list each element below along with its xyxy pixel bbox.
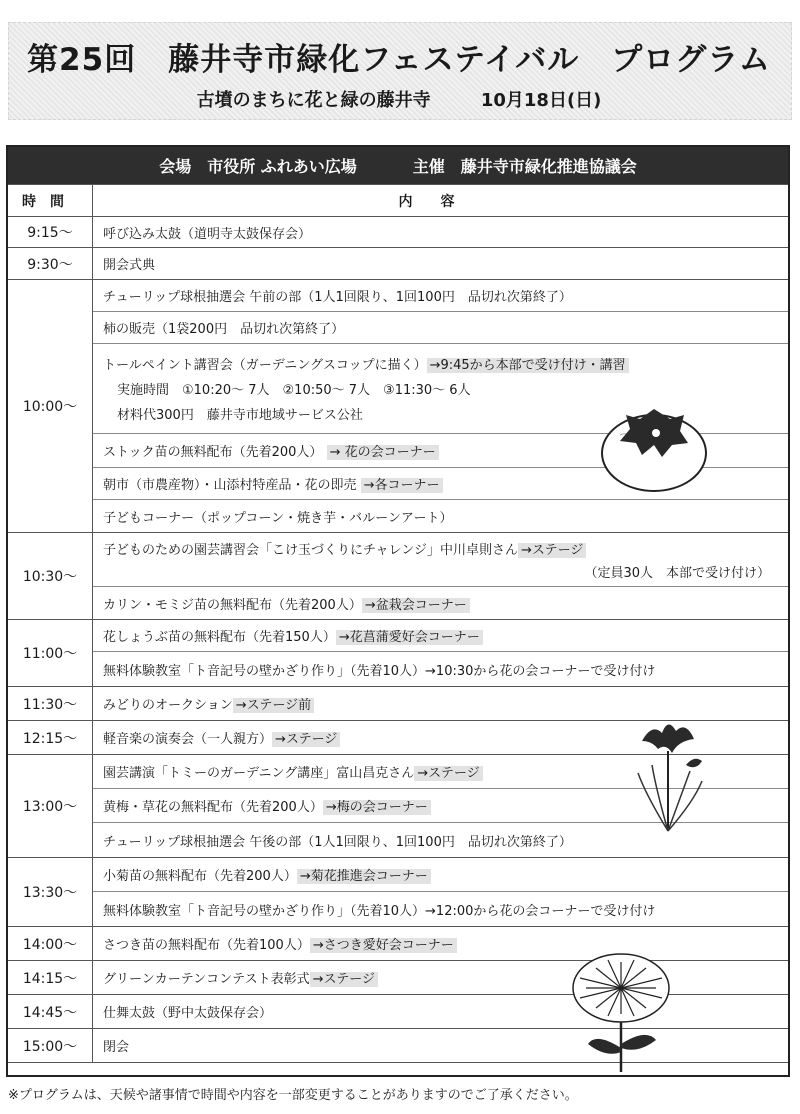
row-line: [103, 762, 483, 781]
item-text: さつき苗の無料配布（先着100人）: [103, 938, 310, 953]
venue-label: 会場 市役所 ふれあい広場: [159, 157, 357, 176]
row-line: [103, 728, 340, 747]
item-text: 子どもコーナー（ポップコーン・焼き芋・バルーンアート）: [103, 510, 453, 526]
time-cell: 10:00〜: [8, 280, 93, 532]
table-row: [93, 858, 788, 892]
item-text: みどりのオークション: [103, 698, 233, 713]
item-text: 呼び込み太鼓（道明寺太鼓保存会）: [103, 226, 312, 242]
schedule-group: [8, 248, 788, 280]
row-line: [103, 1036, 129, 1055]
row-line: [103, 441, 439, 460]
item-text: ストック苗の無料配布（先着200人）: [103, 445, 327, 460]
row-line: [103, 694, 314, 713]
item-text: 無料体験教室「ト音記号の壁かざり作り」（先着10人）→10:30から花の会コーナーで受け付け: [103, 663, 656, 679]
content-cell: [93, 961, 788, 994]
item-location: →花菖蒲愛好会コーナー: [336, 630, 483, 645]
item-text: 閉会: [103, 1040, 130, 1055]
schedule-group: [8, 533, 788, 620]
time-cell: 10:30〜: [8, 533, 93, 619]
subtitle-date: 10月18日(日): [480, 90, 602, 111]
item-detail: 材料代300円 藤井寺市地域サービス公社: [117, 408, 363, 423]
content-cell: [93, 217, 788, 247]
subtitle-theme: 古墳のまちに花と緑の藤井寺: [196, 90, 431, 111]
content-cell: [93, 927, 788, 960]
item-detail: 実施時間 ①10:20〜 7人 ②10:50〜 7人 ③11:30〜 6人: [117, 383, 471, 398]
table-row: [93, 927, 788, 960]
schedule-group: [8, 217, 788, 248]
content-cell: [93, 858, 788, 926]
table-row: [93, 995, 788, 1028]
time-cell: 12:15〜: [8, 721, 93, 754]
schedule-group: [8, 858, 788, 927]
time-cell: 14:45〜: [8, 995, 93, 1028]
row-line: [103, 968, 378, 987]
content-cell: [93, 620, 788, 686]
schedule-body: [8, 217, 788, 1063]
table-row: [93, 500, 788, 532]
time-cell: 14:00〜: [8, 927, 93, 960]
item-location: →ステージ前: [233, 698, 314, 713]
table-row: [93, 1029, 788, 1062]
info-bar: [8, 147, 788, 184]
row-line: [103, 796, 431, 815]
row-line: [103, 900, 655, 919]
item-text: 園芸講演「トミーのガーデニング講座」富山昌克さん: [103, 766, 415, 781]
iris-illustration: [628, 715, 708, 833]
organizer-label: 主催 藤井寺市緑化推進協議会: [412, 157, 637, 176]
table-row: [93, 217, 788, 247]
item-location: →各コーナー: [361, 478, 443, 493]
row-line: [103, 1002, 272, 1021]
content-cell: [93, 248, 788, 279]
table-row: [93, 620, 788, 652]
table-row: [93, 961, 788, 994]
page-subtitle: [8, 86, 790, 112]
row-line: [103, 223, 311, 242]
item-text: 子どものための園芸講習会「こけ玉づくりにチャレンジ」中川卓則さん: [103, 542, 518, 558]
row-line: [103, 539, 586, 558]
footer-note: ※プログラムは、天候や諸事情で時間や内容を一部変更することがありますのでご了承ください。: [8, 1088, 578, 1103]
row-line: [103, 354, 629, 373]
item-text: 花しょうぶ苗の無料配布（先着150人）: [103, 630, 336, 645]
item-text: グリーンカーテンコンテスト表彰式: [103, 972, 310, 987]
time-cell: 14:15〜: [8, 961, 93, 994]
item-text: 仕舞太鼓（野中太鼓保存会）: [103, 1006, 273, 1021]
schedule-group: [8, 620, 788, 687]
time-cell: 11:30〜: [8, 687, 93, 720]
row-line: [103, 507, 452, 526]
row-line: [103, 626, 483, 645]
row-line: [103, 594, 470, 613]
row-line: [103, 660, 655, 679]
item-location: →盆栽会コーナー: [362, 598, 470, 613]
item-text: 朝市（市農産物）・山添村特産品・花の即売: [103, 478, 361, 493]
row-line: [103, 831, 572, 850]
table-row: [93, 892, 788, 926]
item-text: チューリップ球根抽選会 午前の部（1人1回限り、1回100円 品切れ次第終了）: [103, 290, 572, 305]
item-text: チューリップ球根抽選会 午後の部（1人1回限り、1回100円 品切れ次第終了）: [103, 834, 572, 850]
item-location: →ステージ: [272, 732, 340, 747]
row-line: [103, 474, 443, 493]
content-cell: [93, 533, 788, 619]
table-row: [93, 652, 788, 686]
item-text: 柿の販売（1袋200円 品切れ次第終了）: [103, 322, 345, 337]
row-line: [103, 286, 572, 305]
item-location: →さつき愛好会コーナー: [310, 938, 457, 953]
content-header: 内容: [398, 193, 483, 210]
row-line: [103, 318, 344, 337]
program-table: [6, 145, 790, 1077]
time-header: 時間: [8, 185, 93, 216]
item-location: →ステージ: [414, 766, 482, 781]
item-text: カリン・モミジ苗の無料配布（先着200人）: [103, 597, 362, 613]
time-cell: 13:30〜: [8, 858, 93, 926]
time-cell: 15:00〜: [8, 1029, 93, 1062]
item-text: 黄梅・草花の無料配布（先着200人）: [103, 800, 323, 815]
table-row: [93, 280, 788, 312]
item-text: 無料体験教室「ト音記号の壁かざり作り」（先着10人）→12:00から花の会コーナーで受け付け: [103, 903, 656, 919]
table-row: [93, 248, 788, 279]
time-cell: 13:00〜: [8, 755, 93, 857]
page-title: 第25回 藤井寺市緑化フェステイバル プログラム: [27, 42, 771, 78]
table-header: [8, 184, 788, 217]
time-cell: 9:15〜: [8, 217, 93, 247]
item-text: トールペイント講習会（ガーデニングスコップに描く）: [103, 358, 427, 373]
item-location: →菊花推進会コーナー: [297, 869, 431, 884]
item-location: → 花の会コーナー: [327, 445, 439, 460]
table-row: [93, 587, 788, 619]
table-row: [93, 312, 788, 344]
row-line: [103, 865, 431, 884]
time-cell: 9:30〜: [8, 248, 93, 279]
time-cell: 11:00〜: [8, 620, 93, 686]
item-location: →ステージ: [518, 543, 586, 558]
item-text: 開会式典: [103, 258, 156, 273]
item-note: （定員30人 本部で受け付け）: [584, 565, 770, 581]
content-cell: [93, 995, 788, 1028]
item-location: →9:45から本部で受け付け・講習: [427, 358, 629, 373]
chrysanthemum-illustration: [566, 948, 676, 1074]
row-line: [103, 254, 155, 273]
item-text: 軽音楽の演奏会（一人親方）: [103, 732, 273, 747]
item-location: →梅の会コーナー: [323, 800, 431, 815]
content-cell: [93, 1029, 788, 1062]
item-location: →ステージ: [310, 972, 378, 987]
item-text: 小菊苗の無料配布（先着200人）: [103, 869, 297, 884]
table-row: [93, 533, 788, 587]
row-line: [103, 934, 457, 953]
persimmon-illustration: [598, 395, 710, 495]
